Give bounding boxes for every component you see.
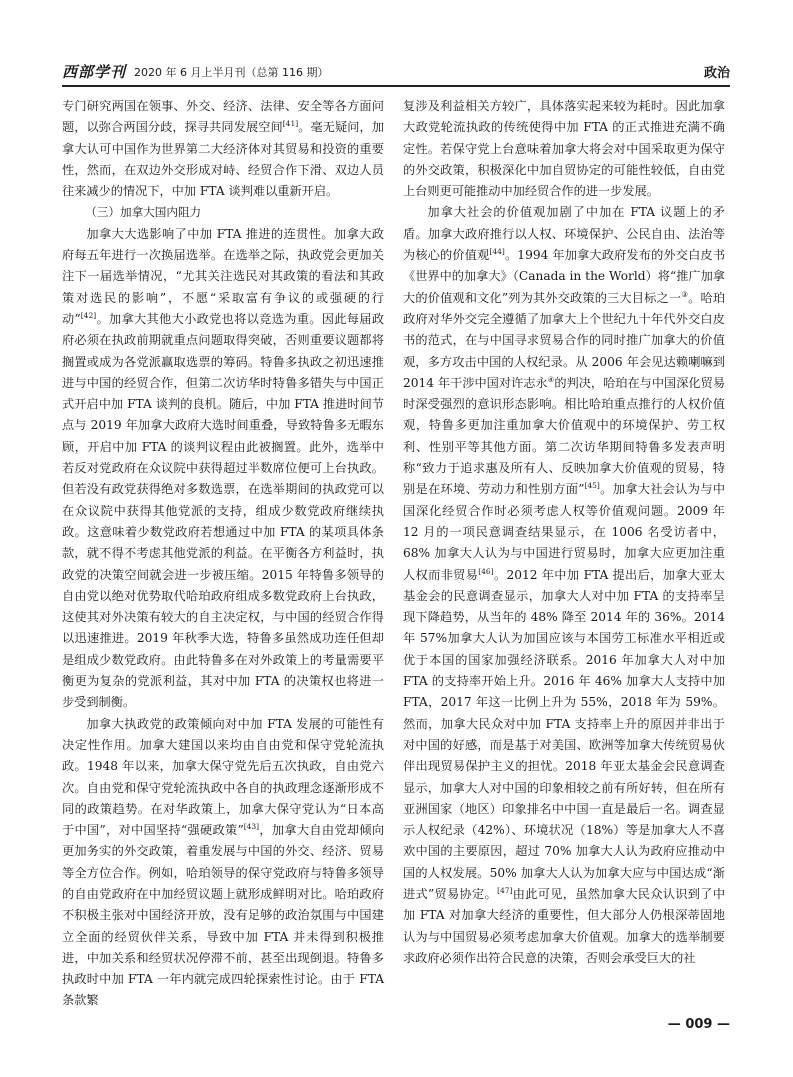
left-column [62,96,384,1012]
paragraph: 加拿大执政党的政策倾向对中加 FTA 发展的可能性有决定性作用。加拿大建国以来均由自由党和保守党轮流执政。1948 年以来，加拿大保守党先后五次执政，自由党六次。自由党和保守党轮流执政中各自的执政理念逐渐形成不同的政策趋势。在对华政策上，加拿大保守党认为“日本高于中国”，对中国坚持“强硬政策”[43]，加拿大自由党却倾向更加务实的外交政策，着重发展与中国的外交、经济、贸易等全方位合作。例如，哈珀领导的保守党政府与特鲁多领导的自由党政府在中加经贸议题上就形成鲜明对比。哈珀政府不积极主张对中国经济开放，没有足够的政治氛围与中国建立全面的经贸伙伴关系，导致中加 FTA 并未得到积极推进，中加关系和经贸状况停滞不前，甚至出现倒退。特鲁多执政时中加 FTA 一年内就完成四轮探索性讨论。由于 FTA 条款繁 [62,716,384,1008]
page-number: — 009 — [667,1017,730,1032]
paragraph: 复涉及利益相关方较广，具体落实起来较为耗时。因此加拿大政党轮流执政的传统使得中加 FTA 的正式推进充满不确定性。若保守党上台意味着加拿大将会对中国采取更为保守的外交政策，积极深化中加自贸协定的可能性较低，自由党上台则更可能推动中加经贸合作的进一步发展。 [403,99,725,199]
citation: [47] [497,885,513,895]
citation: [45] [584,481,600,491]
citation: [43] [243,822,260,832]
footnote-mark: ③ [681,289,689,299]
paragraph: 专门研究两国在领事、外交、经济、法律、安全等各方面问题，以弥合两国分歧，探寻共同发展空间[41]。毫无疑问，加拿大认可中国作为世界第二大经济体对其贸易和投资的重要性，然而，在双边外交形成对峙、经贸合作下滑、双边人员往来减少的情况下，中加 FTA 谈判难以重新开启。 [62,99,385,199]
header-rule [62,85,730,87]
citation: [46] [478,566,494,576]
journal-logo: 西部学刊 [62,63,127,81]
page-header [62,58,730,86]
right-column [403,96,725,969]
paragraph: 加拿大大选影响了中加 FTA 推进的连贯性。加拿大政府每五年进行一次换届选举。在选举之际，执政党会更加关注下一届选举情况，“尤其关注选民对其政策的看法和其政策对选民的影响”，不愿“采取富有争议的或强硬的行动”[42]。加拿大其他大小政党也将以竞选为重。因此每届政府必须在执政前期就重点问题取得突破，否则重要议题都将搁置或成为各党派赢取选票的筹码。特鲁多执政之初迅速推进与中国的经贸合作，但第二次访华时特鲁多错失与中国正式开启中加 FTA 谈判的良机。随后，中加 FTA 推进时间节点与 2019 年加拿大政府大选时间重叠，导致特鲁多无暇东顾，开启中加 FTA 的谈判议程由此被搁置。此外，选举中若反对党政府在众议院中获得超过半数席位便可上台执政。但若没有政党获得绝对多数选票，在选举期间的执政党可以在众议院中获得其他党派的支持，组成少数党政府继续执政。这意味着少数党政府若想通过中加 FTA 的某项具体条款，就不得不考虑其他党派的利益。在平衡各方利益时，执政党的决策空间就会进一步被压缩。2015 年特鲁多领导的自由党以绝对优势取代哈珀政府组成多数党政府上台执政，这使其对外决策有较大的自主决定权，与中国的经贸合作得以迅速推进。2019 年秋季大选，特鲁多虽然成功连任但却是组成少数党政府。由此特鲁多在对外政策上的考量需要平衡更为复杂的党派利益，其对中加 FTA 的决策权也将进一步受到制衡。 [62,226,385,710]
paragraph: 加拿大社会的价值观加剧了中加在 FTA 议题上的矛盾。加拿大政府推行以人权、环境保护、公民自由、法治等为核心的价值观[44]。1994 年加拿大政府发布的外交白皮书《世界中的加拿大》（Canada in the World）将“推广加拿大的价值观和文化”列为其外交政策的三大目标之一③。哈珀政府对华外交完全遵循了加拿大上个世纪九十年代外交白皮书的范式，在与中国寻求贸易合作的同时推广加拿大的价值观，多方攻击中国的人权纪录。从 2006 年会见达赖喇嘛到 2014 年干涉中国对许志永④的判决，哈珀在与中国深化贸易时深受强烈的意识形态影响。相比哈珀重点推行的人权价值观，特鲁多更加注重加拿大价值观中的环境保护、劳工权利、性别平等其他方面。第二次访华期间特鲁多发表声明称“致力于追求惠及所有人、反映加拿大价值观的贸易，特别是在环境、劳动力和性别方面”[45]。加拿大社会认为与中国深化经贸合作时必须考虑人权等价值观问题。2009 年 12 月的一项民意调查结果显示，在 1006 名受访者中，68% 加拿大人认为与中国进行贸易时，加拿大应更加注重人权而非贸易[46]。2012 年中加 FTA 提出后，加拿大亚太基金会的民意调查显示，加拿大人对中加 FTA 的支持率呈现下降趋势，从当年的 48% 降至 2014 年的 36%。2014 年 57%加拿大人认为加国应该与本国劳工标准水平相近或优于本国的国家加强经济联系。2016 年加拿大人对中加 FTA 的支持率开始上升。2016 年 46% 加拿大人支持中加 FTA，2017 年这一比例上升为 55%，2018 年为 59%。然而，加拿大民众对中加 FTA 支持率上升的原因并非出于对中国的好感，而是基于对美国、欧洲等加拿大传统贸易伙伴出现贸易保护主义的担忧。2018 年亚太基金会民意调查显示，加拿大人对中国的印象相较之前有所好转，但在所有亚洲国家（地区）印象排名中中国一直是最后一名。调查显示人权纪录（42%）、环境状况（18%）等是加拿大人不喜欢中国的主要原因，超过 70% 加拿大人认为政府应推动中国的人权发展。50% 加拿大人认为加拿大应与中国达成“渐进式”贸易协定。[47]由此可见，虽然加拿大民众认识到了中加 FTA 对加拿大经济的重要性，但大部分人仍根深蒂固地认为与中国贸易必须考虑加拿大价值观。加拿大的选举制要求政府必须作出符合民意的决策，否则会承受巨大的社 [403,205,726,965]
issue-info: 2020 年 6 月上半月刊（总第 116 期） [134,66,329,79]
citation: [44] [489,247,505,257]
citation: [41] [282,119,299,129]
footnote-mark: ④ [547,374,555,384]
citation: [42] [80,310,97,320]
section-name: 政治 [703,66,730,81]
section-subheading: （三）加拿大国内阻力 [85,205,202,220]
